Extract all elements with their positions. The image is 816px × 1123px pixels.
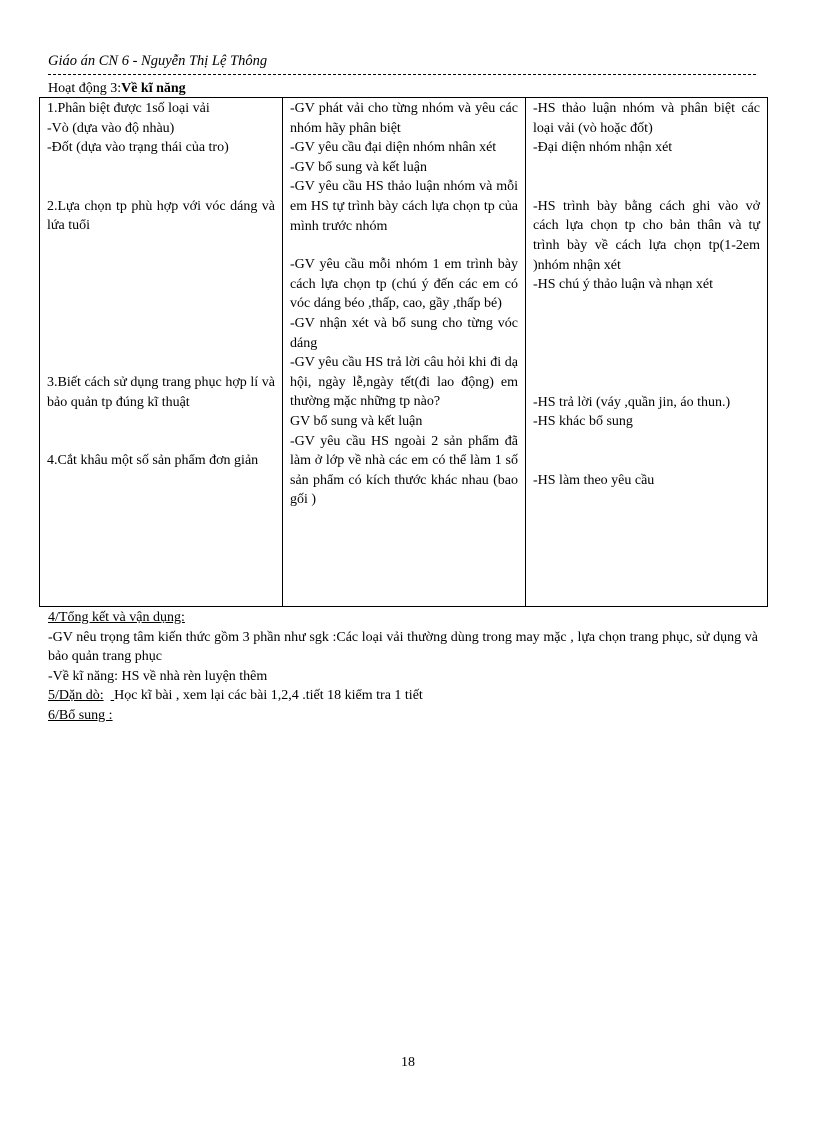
homework-text: Học kĩ bài , xem lại các bài 1,2,4 .tiết 18 kiểm tra 1 tiết [114, 688, 423, 704]
row2-col2-line3: -GV nhận xét và bổ sung cho từng vóc dáng [290, 315, 518, 351]
row1-col3-line1: -HS thảo luận nhóm và phân biệt các loại vải (vò hoặc đốt) [533, 101, 760, 136]
activity-prefix: Hoạt động 3: [48, 81, 122, 96]
table-cell-objectives [40, 98, 283, 607]
homework-line [48, 686, 758, 706]
summary-skill: -Về kĩ năng: HS về nhà rèn luyện thêm [48, 668, 268, 684]
homework-label: 5/Dặn dò: [48, 688, 104, 704]
row2-col3-line1: -HS trình bày bằng cách ghi vào vở cách lựa chọn tp cho bản thân và tự trình bày về cách lựa chọn tp(1-2em )nhóm nhận xét [533, 198, 760, 273]
row2-col3-line2: -HS chú ý thảo luận và nhạn xét [533, 277, 714, 293]
page-number: 18 [401, 1055, 415, 1070]
activity-name: Về kĩ năng [121, 81, 186, 96]
row4-col3-line1: -HS làm theo yêu cầu [533, 472, 655, 488]
row4-col2-line1: -GV yêu cầu HS ngoài 2 sản phẩm đã làm ở lớp về nhà các em có thể làm 1 số sản phẩm có kích thước khác nhau (bao gối ) [290, 433, 518, 508]
row1-col1-line2: -Vò (dựa vào độ nhàu) [47, 120, 175, 136]
row3-col3-line2: -HS khác bổ sung [533, 414, 633, 430]
row3-col3-line1: -HS trả lời (váy ,quần jin, áo thun.) [533, 394, 731, 410]
activity-table [39, 97, 768, 607]
row1-col3-line2: -Đại diện nhóm nhận xét [533, 140, 673, 156]
row1-col2-line3: -GV bổ sung và kết luận [290, 159, 427, 175]
summary-heading: 4/Tổng kết và vận dụng: [48, 610, 185, 625]
row1-col1-line1: 1.Phân biệt được 1số loại vải [47, 101, 210, 116]
activity-title [48, 79, 186, 99]
header-divider [48, 74, 756, 75]
table-cell-students [526, 98, 768, 607]
row3-col1-line1: 3.Biết cách sử dụng trang phục hợp lí và bảo quản tp đúng kĩ thuật [47, 374, 275, 410]
closing-section [48, 608, 758, 726]
row3-col2-line2: GV bổ sung và kết luận [290, 413, 423, 429]
document-header: Giáo án CN 6 - Nguyễn Thị Lệ Thông [48, 53, 268, 69]
row4-col1-line1: 4.Cắt khâu một số sản phẩm đơn giản [47, 453, 259, 469]
table-cell-teacher [283, 98, 526, 607]
supplement-label: 6/Bổ sung : [48, 707, 113, 723]
row1-col2-line1: -GV phát vải cho từng nhóm và yêu các nhóm hãy phân biệt [290, 101, 518, 136]
row3-col2-line1: -GV yêu cầu HS trả lời câu hỏi khi đi dạ hội, ngày lễ,ngày tết(đi lao động) em thường mặc những tp nào? [290, 355, 518, 410]
table-row [40, 98, 768, 607]
row2-col2-line2: -GV yêu cầu mỗi nhóm 1 em trình bày cách lựa chọn tp (chú ý đến các em có vóc dáng béo ,thấp, cao, gầy ,thấp bé) [290, 257, 518, 312]
row1-col2-line2: -GV yêu cầu đại diện nhóm nhân xét [290, 140, 497, 156]
summary-knowledge: -GV nêu trọng tâm kiến thức gồm 3 phần như sgk :Các loại vải thường dùng trong may mặc , lựa chọn trang phục, sử dụng và bảo quản trang phục [48, 629, 758, 665]
row1-col1-line3: -Đốt (dựa vào trạng thái của tro) [47, 140, 229, 156]
row2-col2-line1: -GV yêu cầu HS thảo luận nhóm và mỗi em HS tự trình bày cách lựa chọn tp của mình trước nhóm [290, 179, 518, 234]
row2-col1-line1: 2.Lựa chọn tp phù hợp với vóc dáng và lứa tuổi [47, 198, 275, 234]
